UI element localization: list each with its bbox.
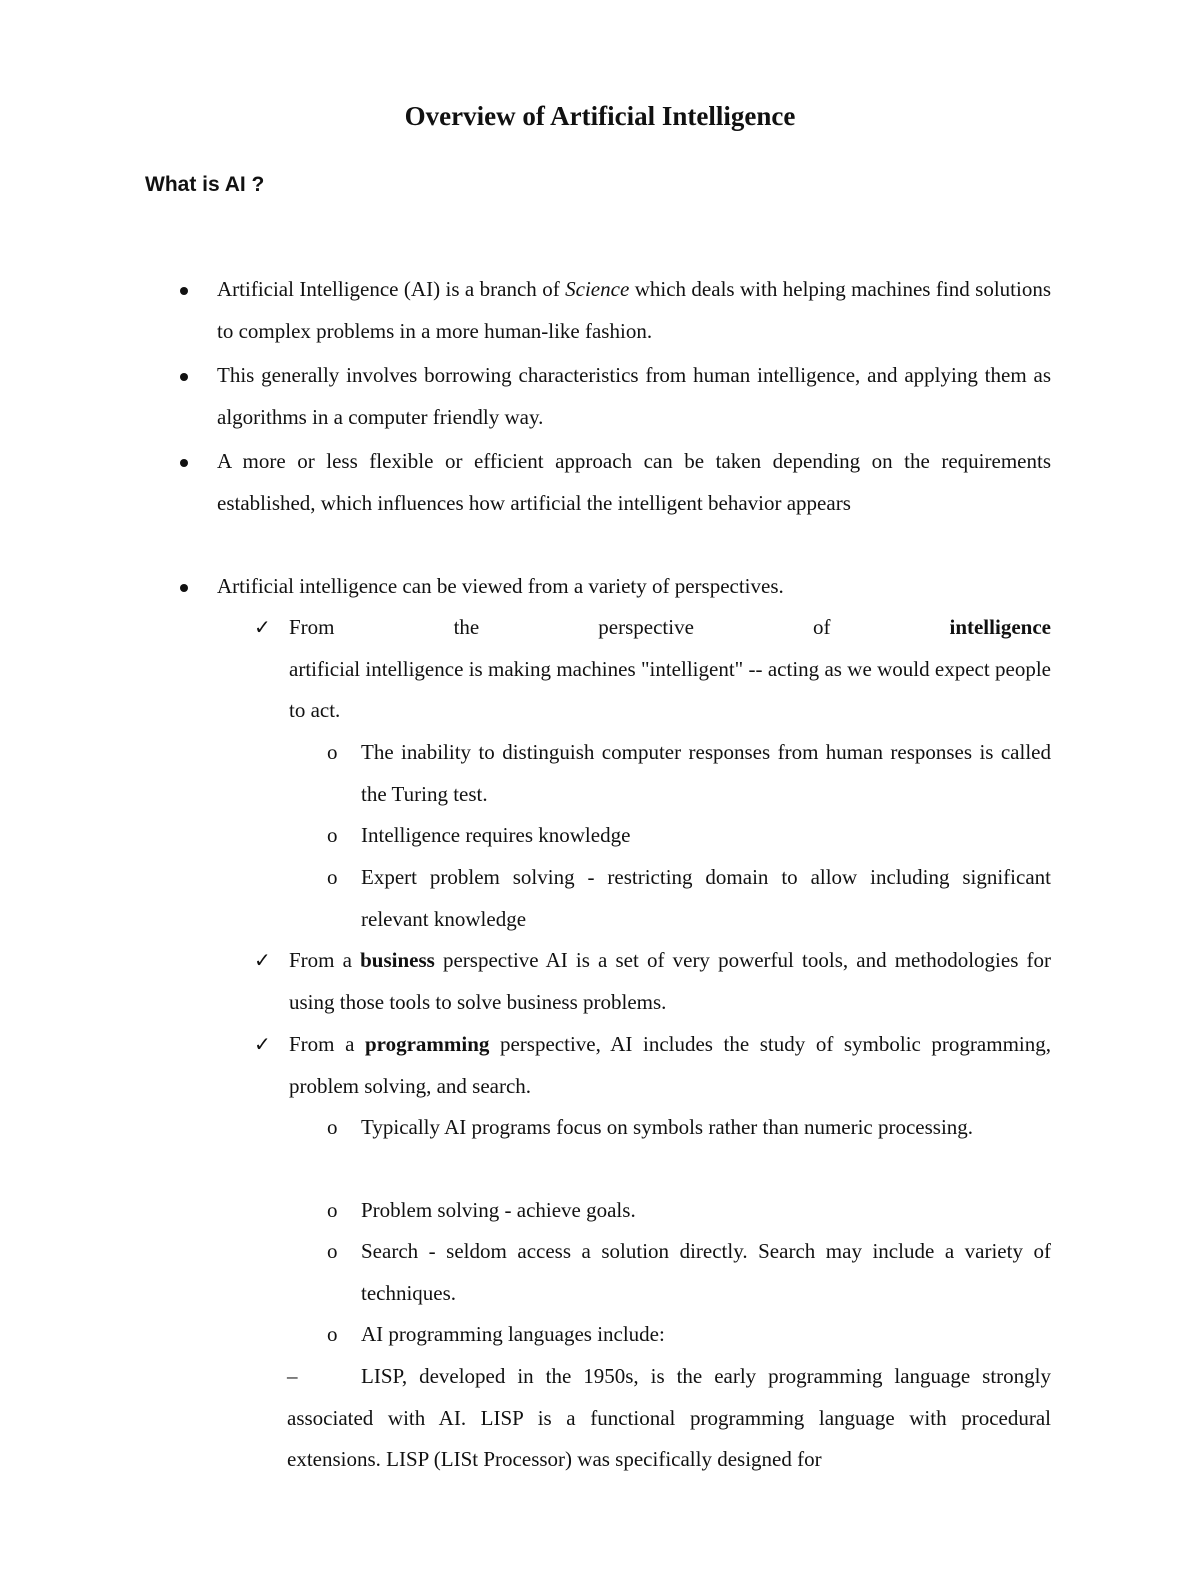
check-item-intelligence (289, 607, 1051, 732)
page-title: Overview of Artificial Intelligence (404, 101, 796, 131)
circle-bullet-icon: o (327, 1115, 338, 1139)
sub-item-expert: Expert problem solving - restricting domain to allow including significant relevant knowledge (361, 865, 1051, 931)
check-1-word: From (289, 615, 335, 639)
lisp-paragraph (287, 1356, 1051, 1481)
check-1-word: the (453, 615, 480, 639)
check-3-bold-word: programming (364, 1032, 490, 1056)
sub-item-languages: AI programming languages include: (361, 1322, 665, 1346)
check-1-word: of (812, 615, 831, 639)
sub-item-turing: The inability to distinguish computer responses from human responses is called the Turing test. (361, 740, 1051, 806)
checkmark-icon: ✓ (254, 1032, 271, 1056)
section-heading: What is AI ? (145, 173, 265, 196)
check-2-text-start: From a (289, 948, 361, 972)
circle-bullet-icon: o (327, 823, 338, 847)
bullet-1-text-start: Artificial Intelligence (AI) is a branch of (217, 277, 566, 301)
checkmark-icon: ✓ (254, 948, 271, 972)
circle-bullet-icon: o (327, 1198, 338, 1222)
circle-bullet-icon: o (327, 740, 338, 764)
sub-item-knowledge: Intelligence requires knowledge (361, 823, 631, 847)
dash-marker: – (287, 1364, 298, 1388)
bullet-dot-icon (180, 373, 188, 381)
bullet-dot-icon (180, 584, 188, 592)
check-1-first-line (289, 607, 1051, 649)
check-item-programming (289, 1024, 1051, 1107)
check-3-text-start: From a (289, 1032, 365, 1056)
check-1-bold-word: intelligence (949, 615, 1051, 639)
check-item-business (289, 940, 1051, 1023)
check-1-text: artificial intelligence is making machines "intelligent" -- acting as we would expect people to act. (289, 656, 1051, 722)
sub-item-search: Search - seldom access a solution directly. Search may include a variety of techniques. (361, 1239, 1051, 1305)
bullet-1-text-end: which deals with helping machines find solutions to complex problems in a more human-like fashion. (217, 277, 1051, 343)
bullet-item-3: A more or less flexible or efficient approach can be taken depending on the requirements established, which influences how artificial the intelligent behavior appears (217, 449, 1051, 515)
circle-bullet-icon: o (327, 1322, 338, 1346)
bullet-dot-icon (180, 459, 188, 467)
circle-bullet-icon: o (327, 1239, 338, 1263)
bullet-item-2: This generally involves borrowing characteristics from human intelligence, and applying them as algorithms in a computer friendly way. (217, 363, 1051, 429)
checkmark-icon: ✓ (254, 615, 271, 639)
check-2-text-end: perspective AI is a set of very powerful tools, and methodologies for using those tools to solve business problems. (289, 948, 1052, 1014)
sub-item-problem-solving: Problem solving - achieve goals. (361, 1198, 636, 1222)
bullet-item-4: Artificial intelligence can be viewed from a variety of perspectives. (217, 574, 784, 598)
sub-item-symbols: Typically AI programs focus on symbols rather than numeric processing. (361, 1115, 974, 1139)
check-2-bold-word: business (360, 948, 435, 972)
check-3-text-end: perspective, AI includes the study of symbolic programming, problem solving, and search. (289, 1032, 1051, 1098)
bullet-1-italic-word: Science (565, 277, 630, 301)
bullet-dot-icon (180, 287, 188, 295)
circle-bullet-icon: o (327, 865, 338, 889)
check-1-word: perspective (598, 615, 694, 639)
lisp-text: LISP, developed in the 1950s, is the early programming language strongly associated with AI. LISP is a functional programming language with procedural extensions. LISP (LISt Processor) was specifically designed for (287, 1364, 1051, 1471)
bullet-item-1 (217, 269, 1051, 352)
